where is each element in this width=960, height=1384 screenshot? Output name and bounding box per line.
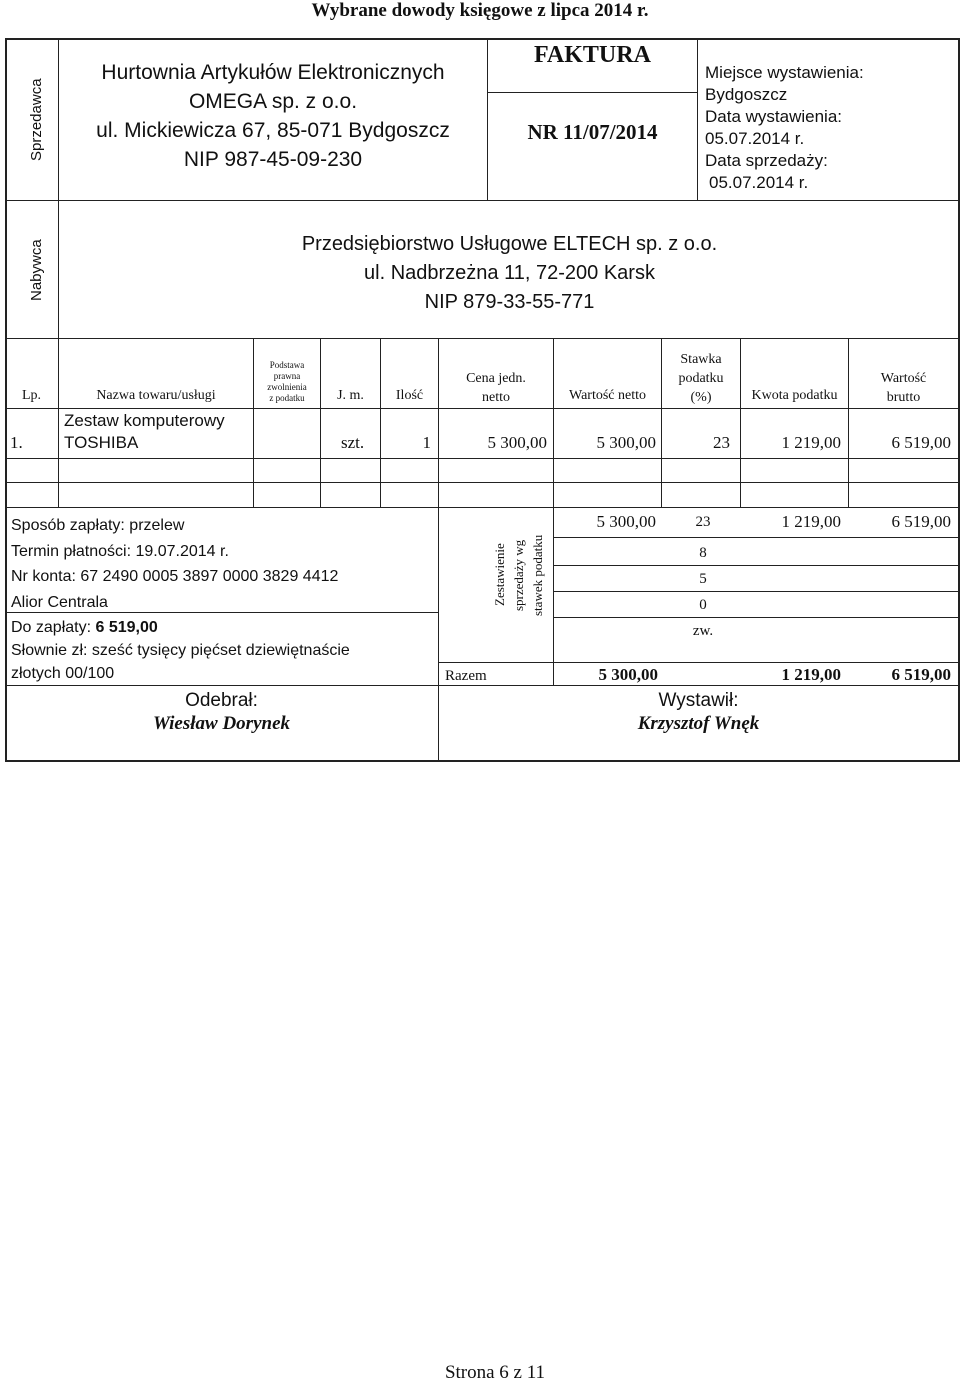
summary-label [490,520,552,630]
header-price [439,369,553,407]
header-price-1: Cena jedn. [466,371,526,386]
summary-rate: zw. [692,623,714,639]
sale-date-label: Data sprzedaży: [705,151,828,170]
amount-words-2: złotych 00/100 [11,665,115,682]
header-unit: J. m. [337,388,364,403]
item-tax: 1 219,00 [781,433,841,452]
header-rate-1: Stawka [680,352,722,367]
header-rate [662,350,740,407]
total-label: Razem [445,668,487,684]
invoice-number: NR 11/07/2014 [527,120,658,144]
total-net: 5 300,00 [598,665,658,684]
issue-date-label: Data wystawienia: [705,107,843,126]
header-rate-2: podatku [678,371,724,386]
header-lp: Lp. [21,388,42,403]
page-number: Strona 6 z 11 [444,1362,546,1383]
seller-nip: NIP 987-45-09-230 [183,148,363,171]
header-net: Wartość netto [568,388,646,403]
page-title: Wybrane dowody księgowe z lipca 2014 r. [311,0,649,21]
issued-label: Wystawił: [658,690,739,711]
summary-rate: 23 [695,514,711,530]
header-rate-3: (%) [690,390,712,405]
header-basis-3: zwolnienia [267,382,307,392]
seller-address: ul. Mickiewicza 67, 85-071 Bydgoszcz [96,119,450,142]
summary-rate: 0 [699,597,707,613]
summary-label-2: sprzedaży wg [511,539,526,611]
summary-rows [554,512,960,662]
received-label: Odebrał: [185,690,258,711]
issue-date: 05.07.2014 r. [705,129,805,148]
item-gross: 6 519,00 [891,433,951,452]
amount-due-block [11,616,436,685]
summary-label-1: Zestawienie [492,543,507,607]
total-tax: 1 219,00 [781,665,841,684]
item-lp: 1. [10,433,23,452]
summary-net: 5 300,00 [596,512,656,531]
header-basis-1: Podstawa [269,360,305,370]
seller-name: Hurtownia Artykułów Elektronicznych [101,61,445,84]
sale-date: 05.07.2014 r. [709,173,809,192]
amount-due-value: 6 519,00 [95,619,158,636]
item-name-1: Zestaw komputerowy [64,411,225,430]
payment-block [11,513,436,615]
issue-place: Bydgoszcz [705,85,788,104]
buyer-label: Nabywca [28,239,45,301]
bank-name: Alior Centrala [11,593,108,611]
issue-place-label: Miejsce wystawienia: [705,63,864,82]
bank-account: Nr konta: 67 2490 0005 3897 0000 3829 4412 [11,568,339,585]
header-gross-1: Wartość [880,371,927,386]
header-gross-2: brutto [886,390,921,405]
item-unit: szt. [341,433,365,452]
item-net: 5 300,00 [596,433,656,452]
item-qty: 1 [422,433,431,452]
item-price: 5 300,00 [487,433,547,452]
seller-company: OMEGA sp. z o.o. [188,90,358,113]
item-name [64,410,254,454]
header-gross [849,369,958,407]
payment-method: Sposób zapłaty: przelew [11,517,185,534]
buyer-address: ul. Nadbrzeżna 11, 72-200 Karsk [364,262,655,284]
amount-words-1: Słownie zł: sześć tysięcy pięćset dziewiętnaście [11,642,350,659]
header-basis-2: prawna [273,371,301,381]
buyer-name: Przedsiębiorstwo Usługowe ELTECH sp. z o.o. [301,233,718,255]
seller-block [59,58,487,174]
amount-due-label: Do zapłaty: [11,619,96,636]
header-price-2: netto [482,390,510,405]
summary-gross: 6 519,00 [891,512,951,531]
header-tax: Kwota podatku [751,388,838,403]
header-basis-4: z podatku [269,393,305,403]
invoice-meta [705,62,955,194]
summary-rate: 5 [699,571,707,587]
header-name: Nazwa towaru/usługi [96,388,216,403]
summary-tax: 1 219,00 [781,512,841,531]
invoice-title: FAKTURA [534,42,651,68]
received-signature: Wiesław Dorynek [152,713,291,734]
buyer-nip: NIP 879-33-55-771 [424,291,595,313]
header-basis [254,360,320,404]
payment-due: Termin płatności: 19.07.2014 r. [11,542,229,560]
issued-signature: Krzysztof Wnęk [637,713,760,734]
buyer-block [59,230,960,317]
total-gross: 6 519,00 [891,665,951,684]
summary-rate: 8 [699,545,707,561]
item-rate: 23 [713,433,730,452]
amount-due [11,616,436,639]
item-name-2: TOSHIBA [64,433,139,452]
header-qty: Ilość [395,388,424,403]
seller-label: Sprzedawca [28,78,45,162]
summary-label-3: stawek podatku [530,534,545,616]
